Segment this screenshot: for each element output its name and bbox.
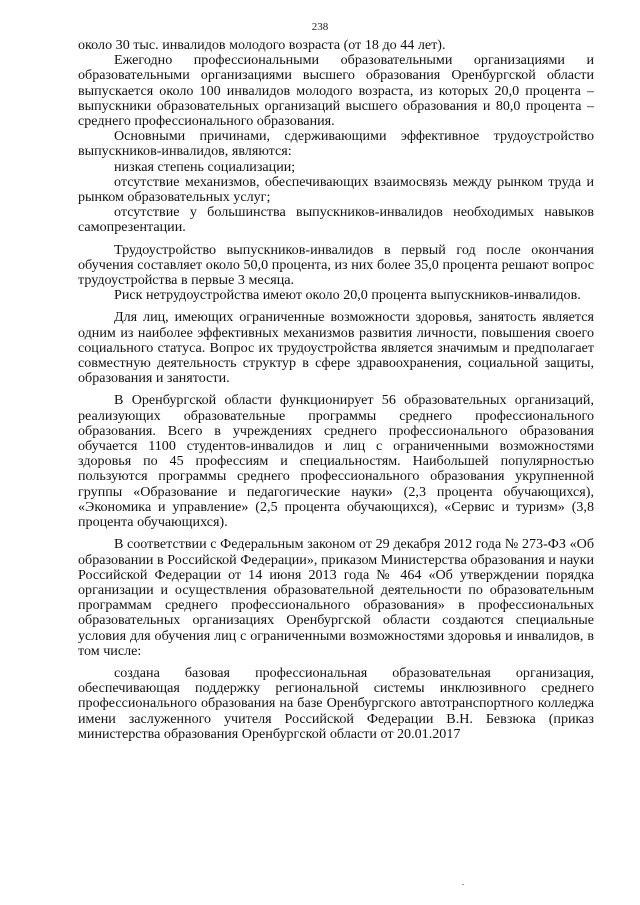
paragraph-regional-institutions: В Оренбургской области функционирует 56 образовательных организаций, реализующих образовательные программы среднего профессионального образования. Всего в учреждениях среднего профессионального образования обучается 1100 студентов-инвалидов и лиц с ограниченными возможностями здоровья по 45 профессиям и специальностям. Наибольшей популярностью пользуются программы среднего профессионального образования укрупненной группы «Образование и педагогические науки» (2,3 процента обучающихся), «Экономика и управление» (2,5 процента обучающихся), «Сервис и туризм» (3,8 процента обучающихся). [78, 392, 594, 531]
paragraph-employment-rate: Трудоустройство выпускников-инвалидов в первый год после окончания обучения составляет около 50,0 процента, из них более 35,0 процента решают вопрос трудоустройства в первые 3 месяца. [78, 241, 594, 289]
paragraph-employment-barriers: Основными причинами, сдерживающими эффективное трудоустройство выпускников-инвалидов, являются: [78, 128, 594, 160]
list-item-socialization: низкая степень социализации; [114, 158, 296, 175]
list-item-self-presentation: отсутствие у большинства выпускников-инвалидов необходимых навыков самопрезентации. [78, 204, 594, 236]
page-number: 238 [311, 21, 329, 33]
paragraph-unemployment-risk: Риск нетрудоустройства имеют около 20,0 процента выпускников-инвалидов. [114, 287, 581, 304]
paragraph-legal-basis: В соответствии с Федеральным законом от 29 декабря 2012 года № 273-ФЗ «Об образовании в Российской Федерации», приказом Министерства образования и науки Российской Федерации от 14 июня 2013 года № 464 «Об утверждении порядка организации и осуществления образовательной деятельности по образовательным программам среднего профессионального образования» в профессиональных образовательных организациях Оренбургской области создаются специальные условия для обучения лиц с ограниченными возможностями здоровья и инвалидов, в том числе: [78, 536, 594, 659]
paragraph-graduates-count: Ежегодно профессиональными образовательными организациями и образовательными организациями высшего образования Оренбургской области выпускается около 100 инвалидов молодого возраста, из которых 20,0 процента – выпускники образовательных организаций высшего образования и 80,0 процента – среднего профессионального образования. [78, 52, 594, 130]
paragraph-employment-importance: Для лиц, имеющих ограниченные возможности здоровья, занятость является одним из наиболее эффективных механизмов развития личности, повышения своего социального статуса. Вопрос их трудоустройства является значимым и предполагает совместную деятельность структур в сфере здравоохранения, социальной защиты, образования и занятости. [78, 309, 594, 387]
paragraph-base-organization: создана базовая профессиональная образовательная организация, обеспечивающая поддержку региональной системы инклюзивного среднего профессионального образования на базе Оренбургского автотранспортного колледжа имени заслуженного учителя Российской Федерации В.Н. Бевзюка (приказ министерства образования Оренбургской области от 20.01.2017 [78, 664, 594, 742]
paragraph-continuation: около 30 тыс. инвалидов молодого возраста (от 18 до 44 лет). [78, 37, 446, 53]
list-item-market-link: отсутствие механизмов, обеспечивающих взаимосвязь между рынком труда и рынком образовательных услуг; [78, 173, 594, 206]
scan-speck [462, 884, 464, 885]
body-text [78, 38, 594, 742]
